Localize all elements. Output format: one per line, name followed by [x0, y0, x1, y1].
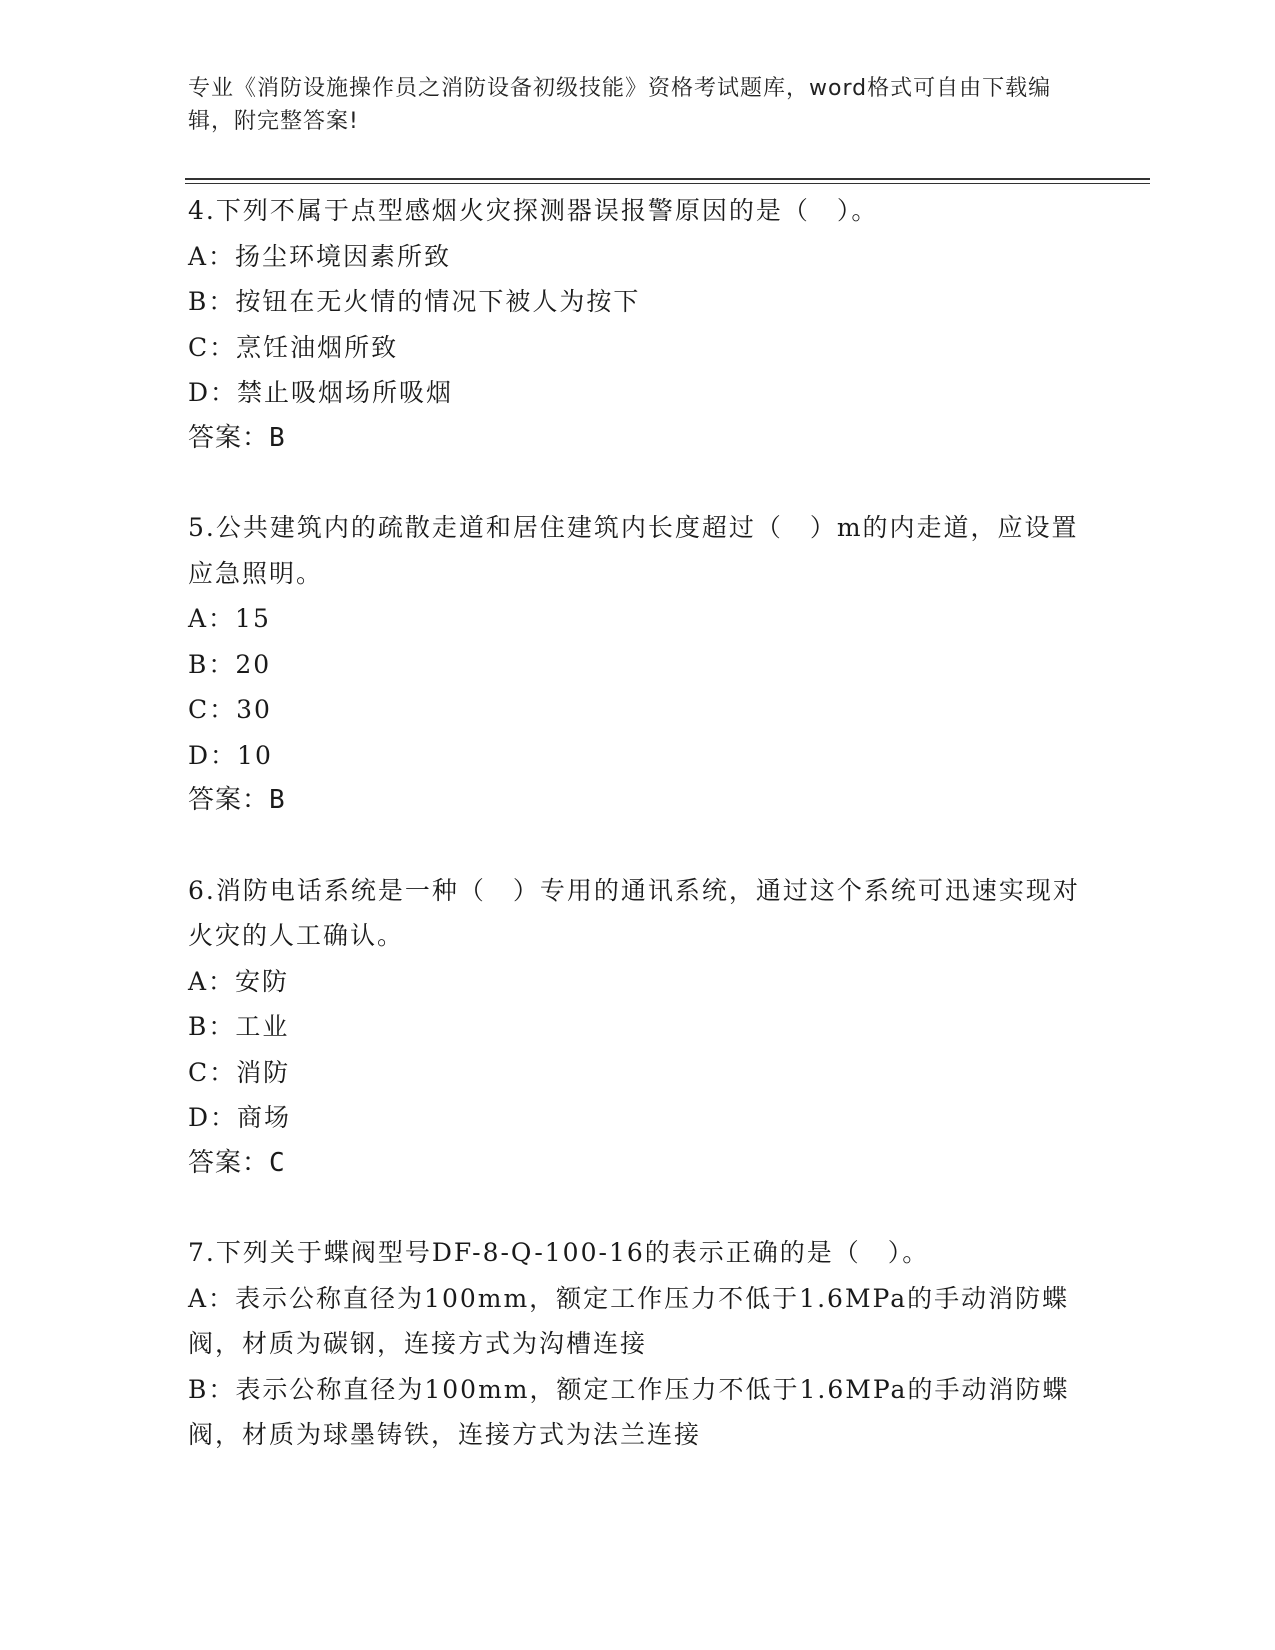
question-7 — [188, 1230, 1088, 1458]
question-stem: 5.公共建筑内的疏散走道和居住建筑内长度超过（ ）m的内走道，应设置应急照明。 — [188, 513, 1079, 588]
option-a: A：表示公称直径为100mm，额定工作压力不低于1.6MPa的手动消防蝶阀，材质为碳钢，连接方式为沟槽连接 — [188, 1283, 1070, 1358]
header-rule-thick — [185, 178, 1150, 180]
option-d: D：商场 — [188, 1103, 292, 1132]
option-d: D：10 — [188, 740, 273, 770]
answer-value: B — [269, 422, 286, 453]
answer-label: 答案： — [188, 1147, 270, 1178]
option-a: A：扬尘环境因素所致 — [188, 241, 452, 271]
question-list — [188, 188, 1088, 1502]
option-a: A：安防 — [188, 966, 290, 996]
option-c: C：消防 — [188, 1057, 291, 1087]
option-b: B：工业 — [188, 1012, 290, 1041]
question-stem: 4.下列不属于点型感烟火灾探测器误报警原因的是（ ）。 — [188, 196, 879, 225]
question-5 — [188, 505, 1088, 824]
option-c: C：30 — [188, 695, 272, 724]
answer-line — [188, 1141, 1088, 1187]
question-stem: 7.下列关于蝶阀型号DF-8-Q-100-16的表示正确的是（ ）。 — [188, 1238, 930, 1267]
answer-label: 答案： — [188, 785, 270, 815]
header-rule-thin — [185, 183, 1150, 184]
option-c: C：烹饪油烟所致 — [188, 332, 399, 362]
option-b: B：20 — [188, 649, 272, 679]
option-b: B：表示公称直径为100mm，额定工作压力不低于1.6MPa的手动消防蝶阀，材质为球墨铸铁，连接方式为法兰连接 — [188, 1374, 1070, 1449]
question-4 — [188, 188, 1088, 461]
answer-value: B — [269, 785, 286, 815]
option-b: B：按钮在无火情的情况下被人为按下 — [188, 287, 641, 316]
question-6 — [188, 868, 1088, 1187]
document-header — [188, 72, 1068, 138]
question-stem: 6.消防电话系统是一种（ ）专用的通讯系统，通过这个系统可迅速实现对火灾的人工确认。 — [188, 875, 1080, 950]
answer-value: C — [269, 1147, 286, 1178]
answer-line — [188, 416, 1088, 462]
header-text: 专业《消防设施操作员之消防设备初级技能》资格考试题库，word格式可自由下载编辑，附完整答案! — [188, 76, 1052, 134]
option-d: D：禁止吸烟场所吸烟 — [188, 378, 454, 407]
answer-label: 答案： — [188, 422, 270, 453]
answer-line — [188, 778, 1088, 824]
option-a: A：15 — [188, 604, 271, 633]
